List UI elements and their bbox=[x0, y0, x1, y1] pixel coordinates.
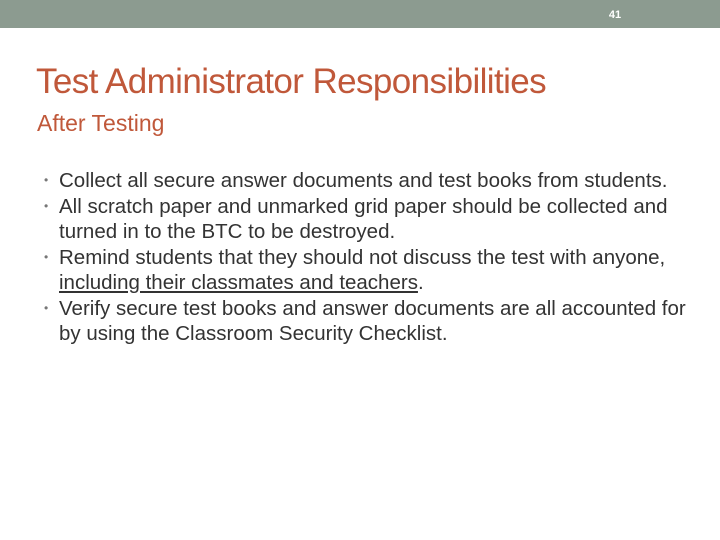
bullet-item bbox=[44, 245, 704, 296]
bullet-text-part: . bbox=[417, 271, 424, 294]
bullet-underlined-text: including their classmates and teachers bbox=[59, 271, 418, 294]
bullet-dot-icon: • bbox=[44, 300, 49, 315]
slide-title: Test Administrator Responsibilities bbox=[36, 62, 547, 101]
bullet-dot-icon: • bbox=[44, 173, 49, 187]
bullet-list bbox=[44, 168, 704, 347]
bullet-text: Collect all secure answer documents and test books from students. bbox=[59, 169, 668, 192]
bullet-text: All scratch paper and unmarked grid paper should be collected and turned in to the BTC to be destroyed. bbox=[59, 194, 668, 243]
bullet-text: Verify secure test books and answer documents are all accounted for by using the Classroom Security Checklist. bbox=[59, 296, 686, 345]
bullet-text-part: Remind students that they should not discuss the test with anyone, bbox=[59, 245, 666, 269]
bullet-item bbox=[44, 168, 704, 194]
bullet-item bbox=[44, 194, 704, 245]
bullet-dot-icon: • bbox=[44, 198, 49, 213]
slide-number: 41 bbox=[608, 9, 622, 21]
slide-subtitle: After Testing bbox=[37, 110, 165, 136]
bullet-item bbox=[44, 296, 704, 347]
bullet-dot-icon: • bbox=[44, 249, 49, 264]
